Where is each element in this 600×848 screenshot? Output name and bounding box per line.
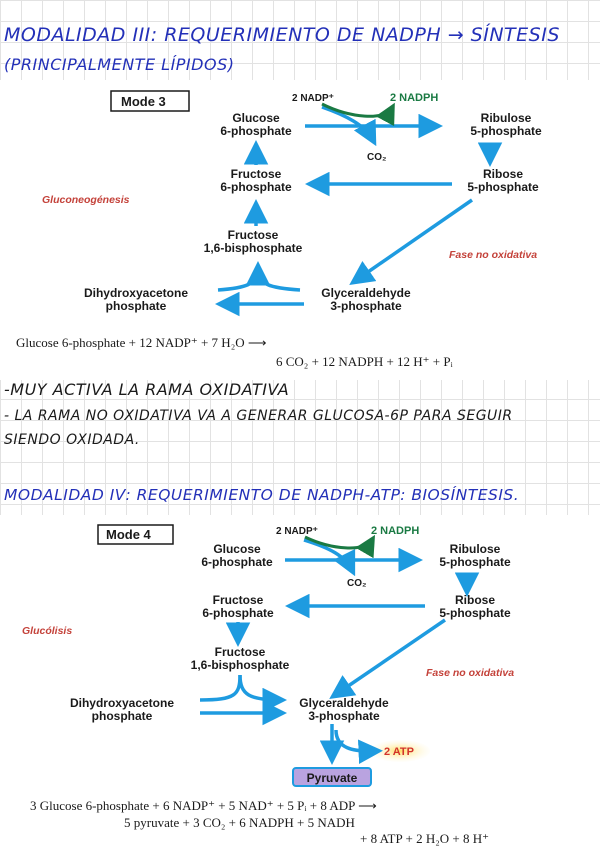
mode4-arrow-nadph	[305, 537, 372, 548]
mode3-side-left: Gluconeogénesis	[42, 194, 130, 206]
mode3-nadph: 2 NADPH	[390, 92, 439, 104]
note-heading-mode4: MODALIDAD IV: REQUERIMIENTO DE NADPH-ATP: BIOSÍNTESIS.	[4, 486, 520, 504]
mode4-fructose6p-2: 6-phosphate	[202, 606, 274, 620]
mode3-g3p-2: 3-phosphate	[330, 299, 402, 313]
mode4-fructose16bp-1: Fructose	[214, 645, 266, 659]
mode4-equation-line2: 5 pyruvate + 3 CO₂ + 6 NADPH + 5 NADH	[124, 815, 355, 830]
mode4-g3p-2: 3-phosphate	[308, 709, 380, 723]
mode4-equation-line3: + 8 ATP + 2 H₂O + 8 H⁺	[360, 831, 489, 846]
mode3-equation-line1: Glucose 6-phosphate + 12 NADP⁺ + 7 H₂O ⟶	[16, 335, 267, 350]
mode3-ribulose5p-2: 5-phosphate	[470, 124, 542, 138]
mode3-fructose6p-2: 6-phosphate	[220, 180, 292, 194]
mode4-dhap-1: Dihydroxyacetone	[69, 696, 175, 710]
mode4-fructose16bp-2: 1,6-bisphosphate	[190, 658, 290, 672]
mode4-ribose5p-1: Ribose	[454, 593, 496, 607]
mode4-side-right: Fase no oxidativa	[426, 667, 515, 679]
mode3-g3p-1: Glyceraldehyde	[321, 286, 411, 300]
mode4-arrow-f16bp-dhap	[200, 675, 240, 700]
mode4-arrow-f16bp-g3p	[240, 675, 280, 700]
note-heading-mode3-sub: (PRINCIPALMENTE LÍPIDOS)	[4, 55, 235, 74]
mode4-equation-line1: 3 Glucose 6-phosphate + 6 NADP⁺ + 5 NAD⁺ + 5 Pᵢ + 8 ADP ⟶	[30, 798, 377, 813]
mode4-arrow-ribose-g3p	[335, 620, 445, 695]
mode3-fructose16bp-1: Fructose	[227, 228, 279, 242]
mode3-side-right: Fase no oxidativa	[449, 249, 538, 261]
note-bullet2-line2: SIENDO OXIDADA.	[4, 432, 140, 448]
mode3-nadp: 2 NADP⁺	[292, 93, 334, 104]
mode3-glucose6p-2: 6-phosphate	[220, 124, 292, 138]
mode3-glucose6p-1: Glucose	[232, 111, 280, 125]
mode4-side-left: Glucólisis	[22, 625, 73, 637]
mode4-ribose5p-2: 5-phosphate	[439, 606, 511, 620]
mode3-arrow-nadph	[322, 104, 392, 116]
mode3-co2: CO₂	[367, 152, 387, 163]
mode4-g3p-1: Glyceraldehyde	[299, 696, 389, 710]
mode4-label: Mode 4	[106, 527, 151, 542]
mode3-dhap-1: Dihydroxyacetone	[83, 286, 189, 300]
mode3-dhap-2: phosphate	[105, 299, 167, 313]
mode3-arrow-g3p-f16bp	[258, 268, 300, 290]
mode4-glucose6p-2: 6-phosphate	[201, 555, 273, 569]
mode3-fructose6p-1: Fructose	[230, 167, 282, 181]
mode4-pyruvate: Pyruvate	[306, 771, 358, 785]
mode3-fructose16bp-2: 1,6-bisphosphate	[203, 241, 303, 255]
mode4-fructose6p-1: Fructose	[212, 593, 264, 607]
mode4-ribulose5p-1: Ribulose	[449, 542, 501, 556]
mode4-nadp: 2 NADP⁺	[276, 526, 318, 537]
mode4-atp: 2 ATP	[384, 746, 414, 758]
mode4-glucose6p-1: Glucose	[213, 542, 261, 556]
note-bullet2-line1: - LA RAMA NO OXIDATIVA VA A GENERAR GLUCOSA-6P PARA SEGUIR	[4, 408, 513, 424]
mode4-ribulose5p-2: 5-phosphate	[439, 555, 511, 569]
mode3-label: Mode 3	[121, 94, 166, 109]
mode3-ribulose5p-1: Ribulose	[480, 111, 532, 125]
mode4-co2: CO₂	[347, 578, 367, 589]
mode4-nadph: 2 NADPH	[371, 525, 420, 537]
mode4-dhap-2: phosphate	[91, 709, 153, 723]
mode4-arrow-atp	[336, 730, 376, 751]
mode3-arrow-ribose-g3p	[355, 200, 472, 281]
note-bullet1: -MUY ACTIVA LA RAMA OXIDATIVA	[4, 380, 290, 399]
mode3-ribose5p-2: 5-phosphate	[467, 180, 539, 194]
mode3-equation-line2: 6 CO₂ + 12 NADPH + 12 H⁺ + Pᵢ	[276, 354, 453, 369]
note-heading-mode3: MODALIDAD III: REQUERIMIENTO DE NADPH → SÍNTESIS	[4, 24, 560, 46]
mode3-ribose5p-1: Ribose	[482, 167, 524, 181]
mode3-arrow-dhap-f16bp	[218, 268, 258, 290]
